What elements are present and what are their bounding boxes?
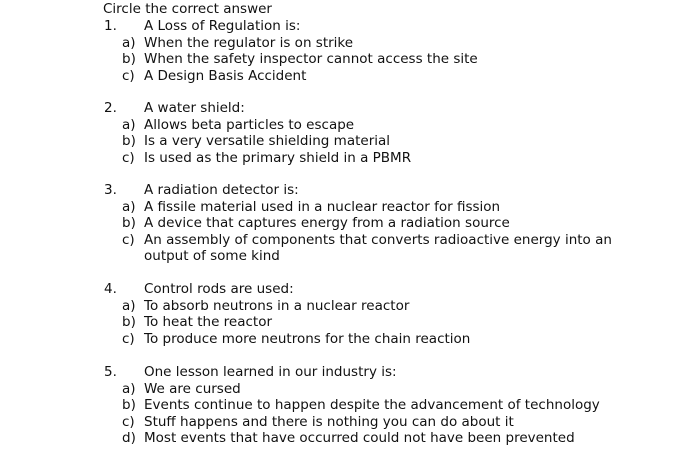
answer-option-a[interactable] (0, 199, 700, 216)
answer-option-b[interactable] (0, 314, 700, 331)
option-text: To absorb neutrons in a nuclear reactor (144, 297, 410, 314)
option-text-continuation: output of some kind (144, 248, 280, 264)
question-number: 5. (104, 364, 117, 380)
option-text: Is used as the primary shield in a PBMR (144, 149, 412, 166)
question-stem: A radiation detector is: (144, 182, 299, 198)
option-letter: b) (122, 215, 136, 231)
option-text: Events continue to happen despite the advancement of technology (144, 397, 600, 413)
answer-option-c[interactable] (0, 331, 700, 348)
question-line (0, 364, 700, 381)
option-text: To heat the reactor (144, 314, 273, 330)
question-4 (0, 281, 700, 347)
option-text: An assembly of components that converts radioactive energy into an (144, 231, 612, 248)
question-line (0, 18, 700, 35)
option-text: We are cursed (144, 380, 241, 397)
answer-option-a[interactable] (0, 298, 700, 315)
answer-option-c[interactable] (0, 68, 700, 85)
option-letter: a) (122, 198, 136, 215)
answer-option-c[interactable] (0, 150, 700, 167)
answer-option-c-continuation (0, 248, 700, 265)
question-stem: Control rods are used: (144, 281, 294, 297)
answer-option-b[interactable] (0, 215, 700, 232)
answer-option-d[interactable] (0, 430, 700, 447)
question-number: 3. (104, 182, 117, 198)
answer-option-a[interactable] (0, 117, 700, 134)
question-1 (0, 18, 700, 84)
option-text: A fissile material used in a nuclear reactor for fission (144, 198, 501, 215)
option-text: Allows beta particles to escape (144, 116, 355, 133)
option-letter: a) (122, 380, 136, 397)
option-text: Is a very versatile shielding material (144, 133, 391, 149)
question-3 (0, 182, 700, 265)
option-text: A device that captures energy from a radiation source (144, 215, 510, 231)
answer-option-b[interactable] (0, 51, 700, 68)
option-text: To produce more neutrons for the chain reaction (144, 330, 471, 347)
answer-option-a[interactable] (0, 35, 700, 52)
answer-option-c[interactable] (0, 414, 700, 431)
question-stem: A water shield: (144, 100, 245, 116)
option-text: A Design Basis Accident (144, 67, 307, 84)
option-letter: c) (122, 231, 135, 248)
answer-option-a[interactable] (0, 381, 700, 398)
answer-option-c[interactable] (0, 232, 700, 249)
option-letter: b) (122, 133, 136, 149)
option-letter: b) (122, 51, 136, 67)
question-number: 2. (104, 100, 117, 116)
question-line (0, 182, 700, 199)
quiz-instruction: Circle the correct answer (103, 1, 272, 17)
question-5 (0, 364, 700, 447)
question-line (0, 100, 700, 117)
question-2 (0, 100, 700, 166)
option-letter: a) (122, 116, 136, 133)
option-letter: c) (122, 413, 135, 430)
option-text: Stuff happens and there is nothing you can do about it (144, 413, 514, 430)
option-letter: c) (122, 67, 135, 84)
option-text: When the regulator is on strike (144, 34, 354, 51)
question-line (0, 281, 700, 298)
answer-option-b[interactable] (0, 133, 700, 150)
question-number: 1. (104, 18, 117, 34)
answer-option-b[interactable] (0, 397, 700, 414)
option-letter: b) (122, 314, 136, 330)
option-letter: c) (122, 330, 135, 347)
question-stem: One lesson learned in our industry is: (144, 364, 397, 380)
option-letter: a) (122, 34, 136, 51)
option-letter: d) (122, 430, 136, 446)
option-text: When the safety inspector cannot access the site (144, 51, 478, 67)
option-text: Most events that have occurred could not have been prevented (144, 430, 575, 446)
option-letter: a) (122, 297, 136, 314)
option-letter: c) (122, 149, 135, 166)
question-stem: A Loss of Regulation is: (144, 18, 301, 34)
question-number: 4. (104, 281, 117, 297)
option-letter: b) (122, 397, 136, 413)
